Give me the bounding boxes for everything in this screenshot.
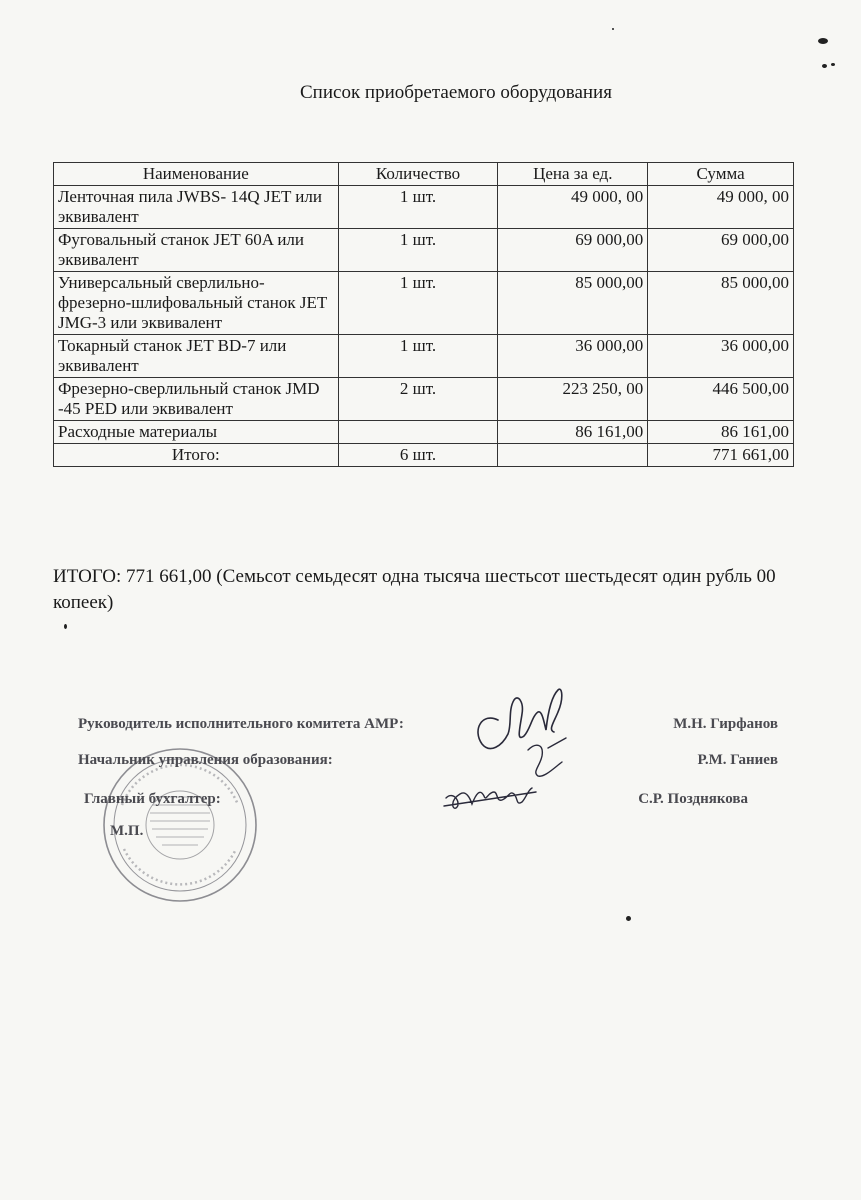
signatory-name: М.Н. Гирфанов <box>673 716 778 732</box>
cell-quantity: 1 шт. <box>338 272 498 335</box>
signatory-name: С.Р. Позднякова <box>638 791 748 807</box>
table-row <box>54 186 794 229</box>
cell-name: Фрезерно-сверлильный станок JMD -45 PED или эквивалент <box>54 378 339 421</box>
table-row <box>54 229 794 272</box>
cell-name: Расходные материалы <box>54 421 339 444</box>
cell-unit-price: 223 250, 00 <box>498 378 648 421</box>
cell-quantity: 1 шт. <box>338 229 498 272</box>
cell-total-sum: 771 661,00 <box>648 444 794 467</box>
cell-total-unit-price <box>498 444 648 467</box>
table-row <box>54 272 794 335</box>
cell-sum: 36 000,00 <box>648 335 794 378</box>
cell-name: Ленточная пила JWBS- 14Q JET или эквивалент <box>54 186 339 229</box>
cell-quantity: 1 шт. <box>338 335 498 378</box>
table-row <box>54 378 794 421</box>
cell-quantity <box>338 421 498 444</box>
cell-quantity: 2 шт. <box>338 378 498 421</box>
cell-unit-price: 69 000,00 <box>498 229 648 272</box>
page-title: Список приобретаемого оборудования <box>300 82 612 103</box>
cell-total-quantity: 6 шт. <box>338 444 498 467</box>
cell-total-label: Итого: <box>54 444 339 467</box>
signatory-role: Руководитель исполнительного комитета АМР: <box>78 716 404 732</box>
total-in-words: ИТОГО: 771 661,00 (Семьсот семьдесят одна тысяча шестьсот шестьдесят один рубль 00 копеек) <box>53 566 776 613</box>
table-row <box>54 335 794 378</box>
cell-name: Универсальный сверлильно-фрезерно-шлифовальный станок JET JMG-3 или эквивалент <box>54 272 339 335</box>
stamp-place-label: М.П. <box>110 823 144 839</box>
cell-unit-price: 49 000, 00 <box>498 186 648 229</box>
cell-name: Фуговальный станок JET 60A или эквивалент <box>54 229 339 272</box>
column-header-sum: Сумма <box>648 163 794 186</box>
column-header-name: Наименование <box>54 163 339 186</box>
equipment-table <box>53 162 794 467</box>
cell-sum: 86 161,00 <box>648 421 794 444</box>
column-header-quantity: Количество <box>338 163 498 186</box>
cell-sum: 446 500,00 <box>648 378 794 421</box>
signature-accountant <box>440 770 550 820</box>
cell-unit-price: 85 000,00 <box>498 272 648 335</box>
table-header-row <box>54 163 794 186</box>
table-total-row <box>54 444 794 467</box>
signatory-role: Главный бухгалтер: <box>84 791 221 807</box>
signature-director <box>462 672 582 782</box>
cell-unit-price: 36 000,00 <box>498 335 648 378</box>
signatory-role: Начальник управления образования: <box>78 752 333 768</box>
cell-unit-price: 86 161,00 <box>498 421 648 444</box>
cell-sum: 85 000,00 <box>648 272 794 335</box>
cell-quantity: 1 шт. <box>338 186 498 229</box>
table-row <box>54 421 794 444</box>
signatory-name: Р.М. Ганиев <box>697 752 778 768</box>
cell-name: Токарный станок JET BD-7 или эквивалент <box>54 335 339 378</box>
column-header-unit-price: Цена за ед. <box>498 163 648 186</box>
cell-sum: 69 000,00 <box>648 229 794 272</box>
cell-sum: 49 000, 00 <box>648 186 794 229</box>
